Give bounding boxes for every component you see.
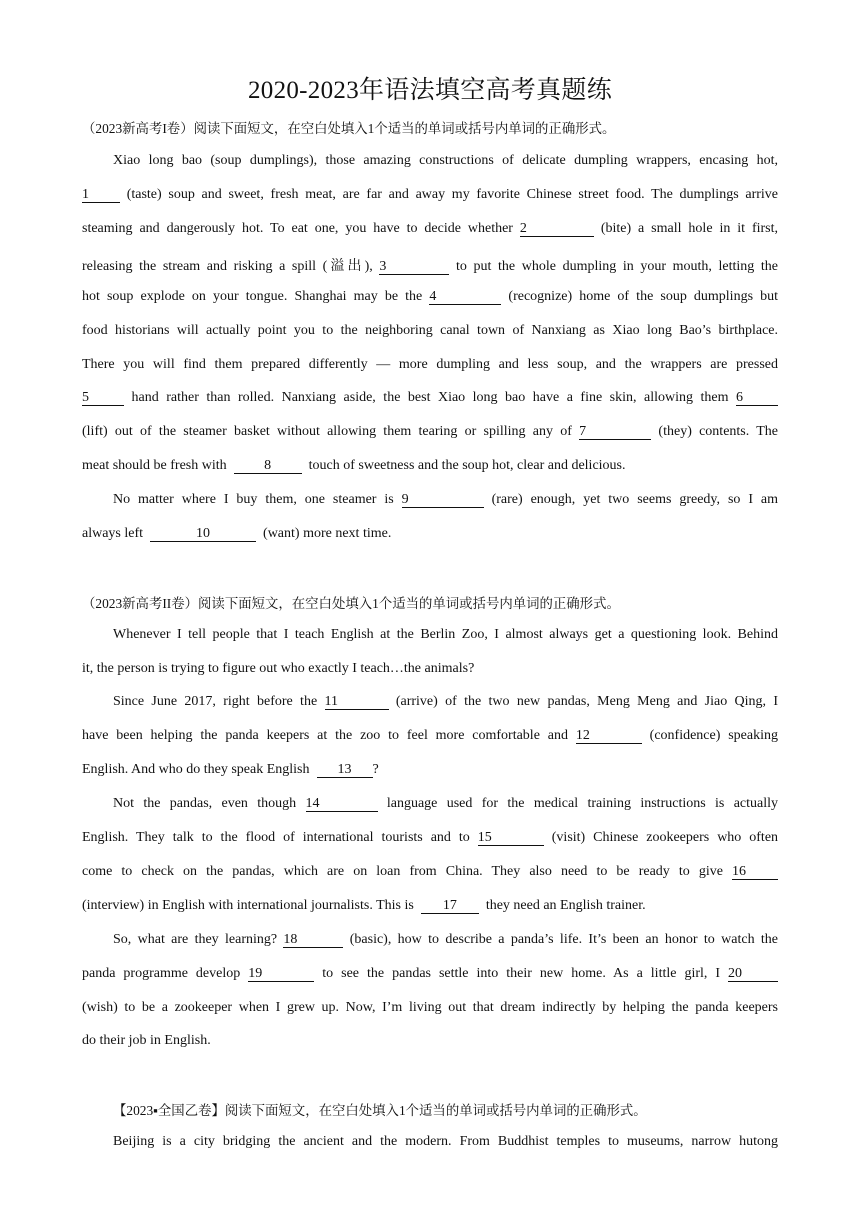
s1-line-6: food historians will actually point you to the neighboring canal town of Nanxiang as Xiao long Bao’s birthplace. [82, 323, 778, 338]
s2-line-13: do their job in English. [82, 1033, 211, 1048]
blank-15[interactable]: 15 [478, 831, 544, 846]
s2-line-11: panda programme develop 19 to see the pandas settle into their new home. As a little girl, I 20 [82, 966, 778, 982]
s2-line-8: come to check on the pandas, which are on loan from China. They also need to be ready to give 16 [82, 864, 778, 880]
blank-6[interactable]: 6 [736, 391, 778, 406]
blank-7[interactable]: 7 [579, 425, 651, 440]
s2-line-7: English. They talk to the flood of international tourists and to 15 (visit) Chinese zookeepers who often [82, 830, 779, 845]
blank-4[interactable]: 4 [429, 290, 501, 305]
section1-instruction: （2023新高考I卷）阅读下面短文，在空白处填入1个适当的单词或括号内单词的正确形式。 [82, 121, 616, 136]
s2-line-2: it, the person is trying to figure out who exactly I teach…the animals? [82, 661, 475, 676]
blank-11[interactable]: 11 [325, 695, 389, 710]
blank-17[interactable]: 17 [421, 899, 479, 914]
s2-line-9: (interview) in English with international journalists. This is 17 they need an English trainer. [82, 898, 646, 913]
s2-line-5: English. And who do they speak English 13 ? [82, 762, 379, 777]
s1-line-3: steaming and dangerously hot. To eat one, you have to decide whether 2 (bite) a small hole in it first, [82, 221, 779, 236]
blank-5[interactable]: 5 [82, 391, 124, 406]
s1-line-5: hot soup explode on your tongue. Shanghai may be the 4 (recognize) home of the soup dumplings but [82, 289, 779, 304]
s2-line-4: have been helping the panda keepers at the zoo to feel more comfortable and 12 (confidence) speaking [82, 728, 778, 743]
s1-line-1: Xiao long bao (soup dumplings), those amazing constructions of delicate dumpling wrappers, encasing hot, [113, 153, 778, 168]
s1-line-8: 5 hand rather than rolled. Nanxiang aside, the best Xiao long bao have a fine skin, allowing them 6 [82, 390, 778, 406]
s1-line-2: 1 (taste) soup and sweet, fresh meat, are far and away my favorite Chinese street food. The dumplings arrive [82, 187, 778, 202]
s1-line-9: (lift) out of the steamer basket without allowing them tearing or spilling any of 7 (they) contents. The [82, 424, 778, 439]
blank-19[interactable]: 19 [248, 967, 314, 982]
blank-2[interactable]: 2 [520, 222, 594, 237]
blank-1[interactable]: 1 [82, 188, 120, 203]
s3-line-1: Beijing is a city bridging the ancient and the modern. From Buddhist temples to museums, narrow hutong [113, 1134, 778, 1149]
page-title: 2020-2023年语法填空高考真题练 [247, 77, 613, 104]
s1-line-12: always left 10 (want) more next time. [82, 526, 392, 541]
blank-20[interactable]: 20 [728, 967, 778, 982]
section3-instruction: 【2023▪全国乙卷】阅读下面短文，在空白处填入1个适当的单词或括号内单词的正确形式。 [113, 1103, 647, 1118]
blank-16[interactable]: 16 [732, 865, 778, 880]
blank-9[interactable]: 9 [402, 493, 484, 508]
s2-line-12: (wish) to be a zookeeper when I grew up. Now, I’m living out that dream indirectly by helping the panda keepers [82, 1000, 778, 1015]
blank-12[interactable]: 12 [576, 729, 642, 744]
section2-instruction: （2023新高考II卷）阅读下面短文，在空白处填入1个适当的单词或括号内单词的正确形式。 [82, 596, 620, 611]
blank-8[interactable]: 8 [234, 459, 302, 474]
blank-13[interactable]: 13 [317, 763, 373, 778]
s2-line-3: Since June 2017, right before the 11 (arrive) of the two new pandas, Meng Meng and Jiao Qing, I [113, 694, 779, 709]
blank-14[interactable]: 14 [306, 797, 378, 812]
s2-line-10: So, what are they learning? 18 (basic), how to describe a panda’s life. It’s been an honor to watch the [113, 932, 778, 947]
blank-18[interactable]: 18 [283, 933, 343, 948]
blank-10[interactable]: 10 [150, 527, 256, 542]
s1-line-11: No matter where I buy them, one steamer is 9 (rare) enough, yet two seems greedy, so I am [113, 492, 779, 507]
blank-3[interactable]: 3 [379, 260, 449, 275]
s1-line-10: meat should be fresh with 8 touch of sweetness and the soup hot, clear and delicious. [82, 458, 626, 473]
s2-line-1: Whenever I tell people that I teach English at the Berlin Zoo, I almost always get a questioning look. Behind [113, 627, 778, 642]
s1-line-7: There you will find them prepared differently — more dumpling and less soup, and the wrappers are pressed [82, 357, 778, 372]
s1-line-4: releasing the stream and risking a spill (溢出), 3 to put the whole dumpling in your mouth, letting the [82, 259, 778, 274]
s2-line-6: Not the pandas, even though 14 language used for the medical training instructions is actually [113, 796, 779, 811]
